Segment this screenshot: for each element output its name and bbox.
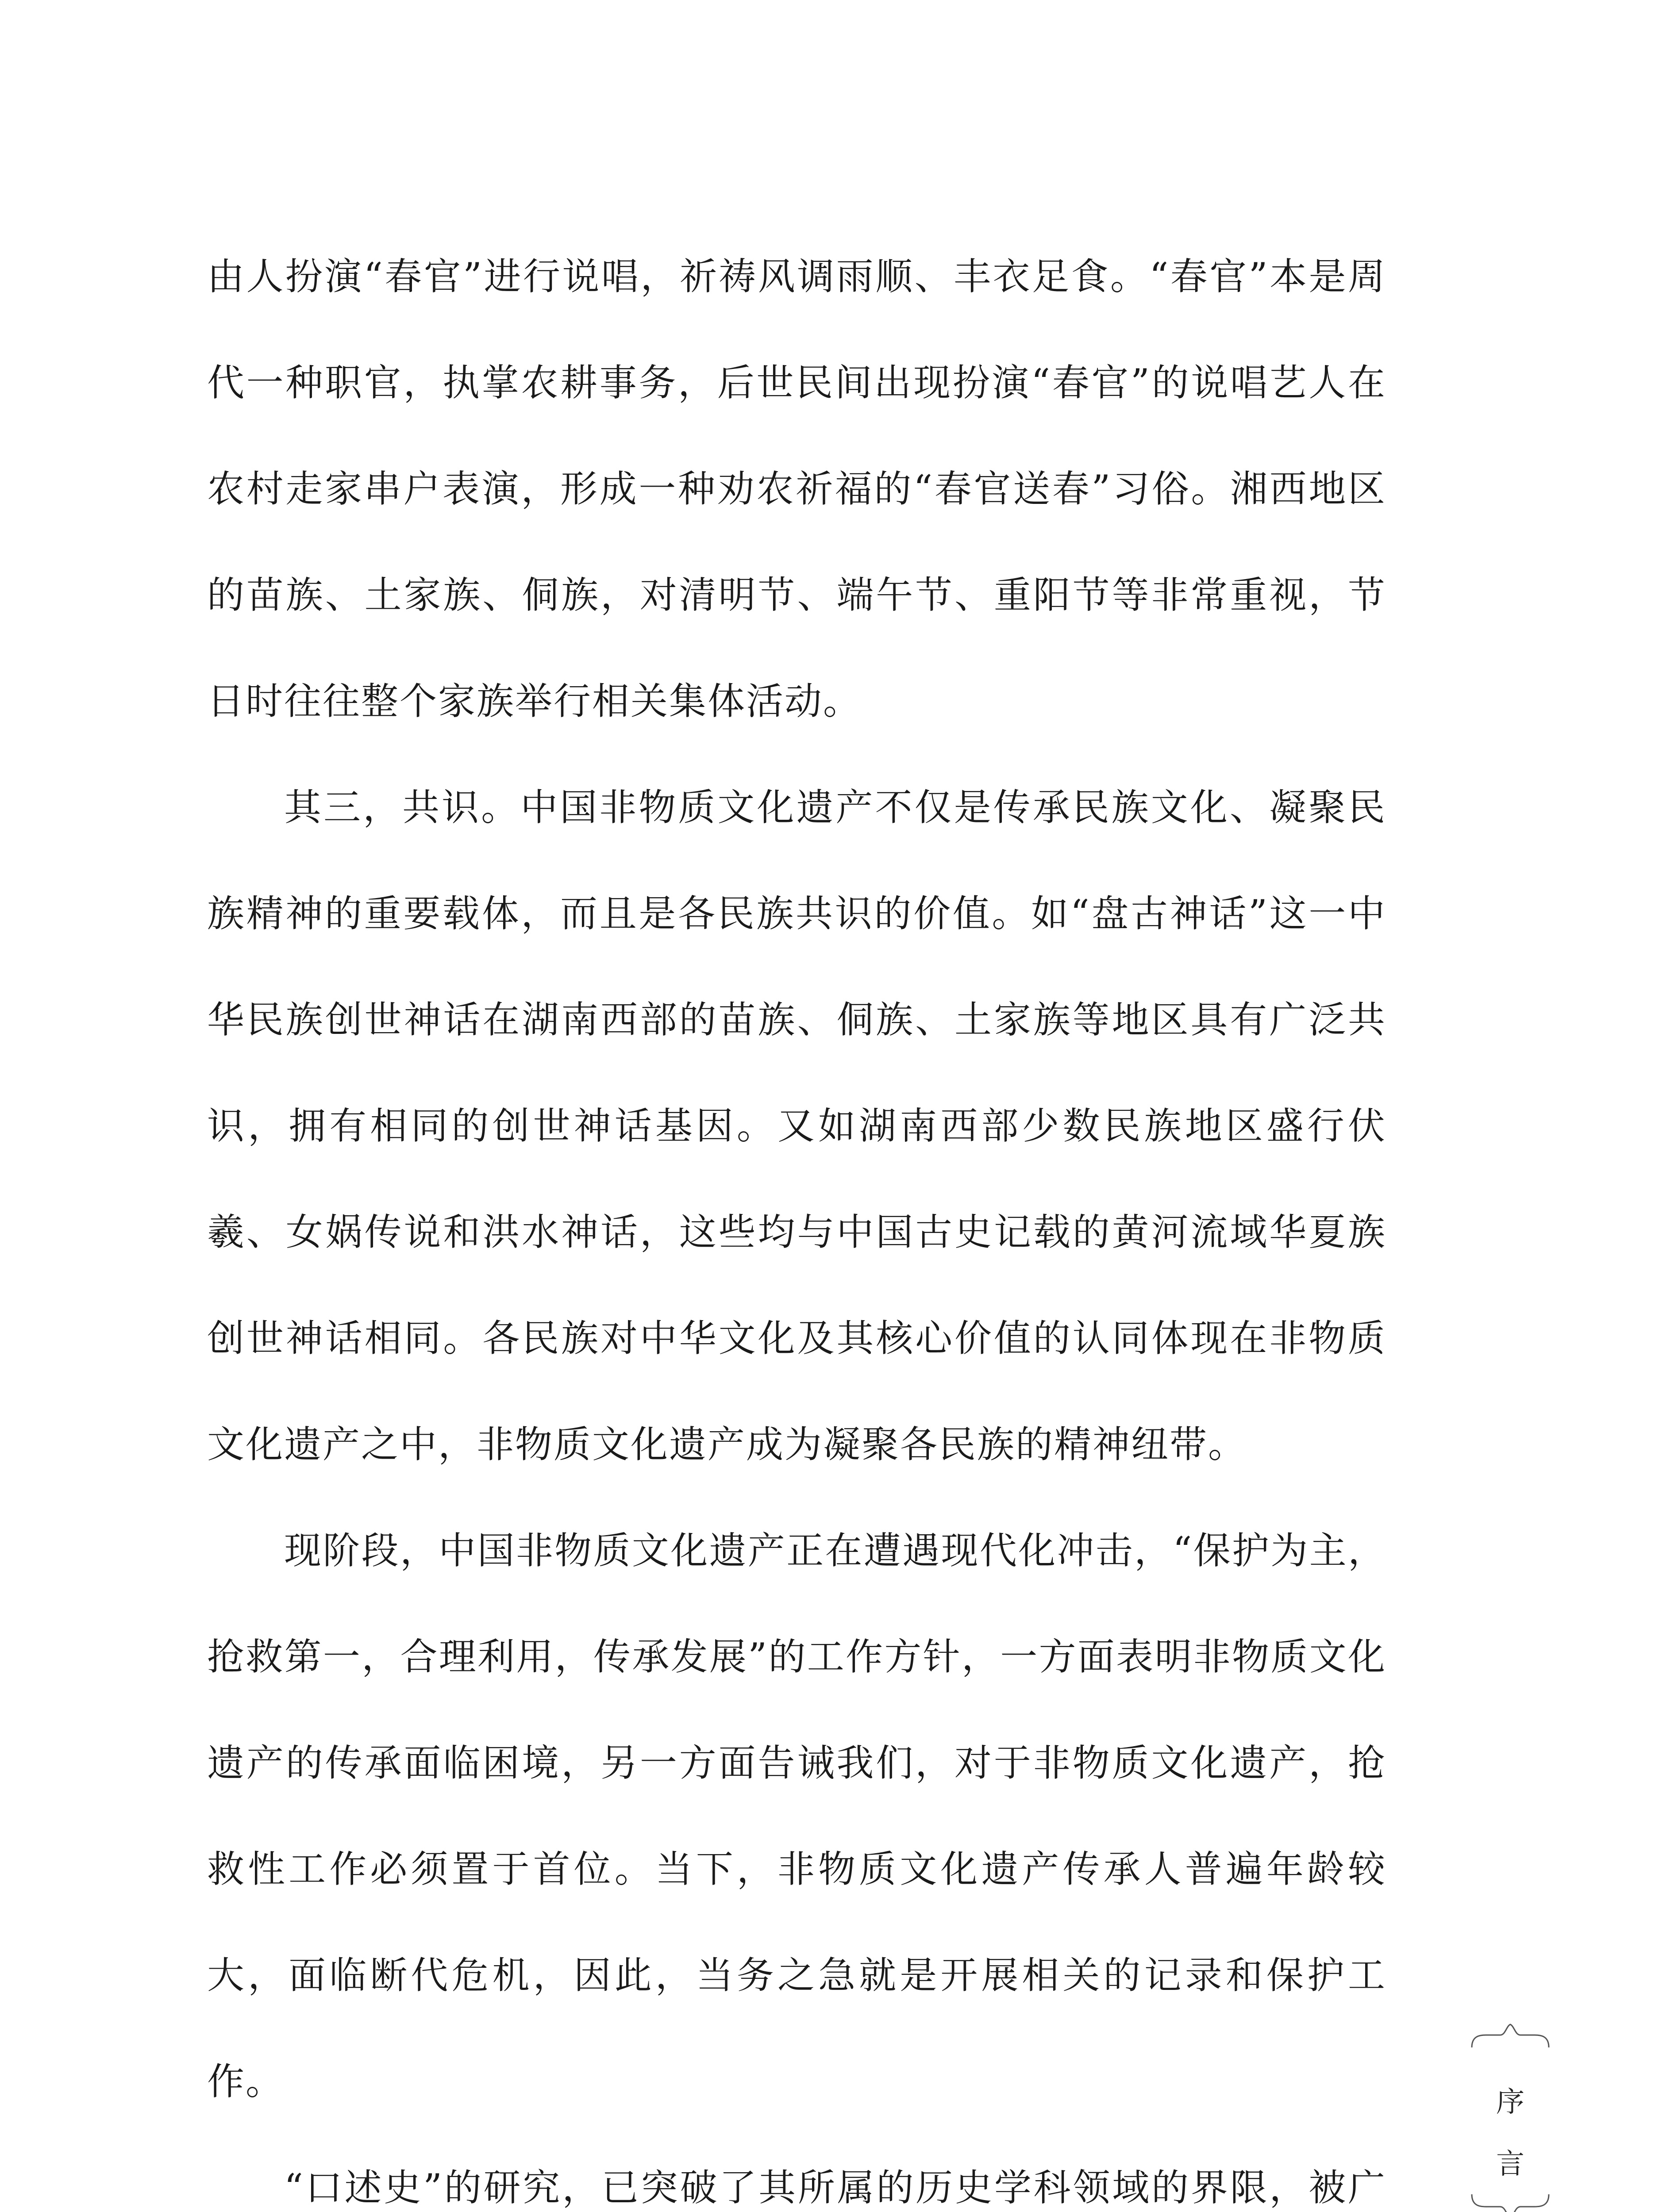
paragraph-3: 现阶段，中国非物质文化遗产正在遭遇现代化冲击，“保护为主，抢救第一，合理利用，传承发展”的工作方针，一方面表明非物质文化遗产的传承面临困境，另一方面告诫我们，对于非物质文化遗产，抢救性工作必须置于首位。当下，非物质文化遗产传承人普遍年龄较大，面临断代危机，因此，当务之急就是开展相关的记录和保护工作。 [207, 1529, 1386, 2103]
tab-label-char-1: 序 [1496, 2086, 1524, 2119]
section-tab [1468, 2017, 1552, 2212]
paragraph-1: 由人扮演“春官”进行说唱，祈祷风调雨顺、丰衣足食。“春官”本是周代一种职官，执掌农耕事务，后世民间出现扮演“春官”的说唱艺人在农村走家串户表演，形成一种劝农祈福的“春官送春”习俗。湘西地区的苗族、土家族、侗族，对清明节、端午节、重阳节等非常重视，节日时往往整个家族举行相关集体活动。 [207, 255, 1386, 723]
tab-label-char-2: 言 [1496, 2148, 1524, 2181]
paragraph-4: “口述史”的研究，已突破了其所属的历史学科领域的界限，被广 [284, 2166, 1386, 2209]
paragraph-2: 其三，共识。中国非物质文化遗产不仅是传承民族文化、凝聚民族精神的重要载体，而且是各民族共识的价值。如“盘古神话”这一中华民族创世神话在湖南西部的苗族、侗族、土家族等地区具有广泛共识，拥有相同的创世神话基因。又如湖南西部少数民族地区盛行伏羲、女娲传说和洪水神话，这些均与中国古史记载的黄河流域华夏族创世神话相同。各民族对中华文化及其核心价值的认同体现在非物质文化遗产之中，非物质文化遗产成为凝聚各民族的精神纽带。 [207, 786, 1386, 1466]
body-text [207, 223, 1386, 2212]
